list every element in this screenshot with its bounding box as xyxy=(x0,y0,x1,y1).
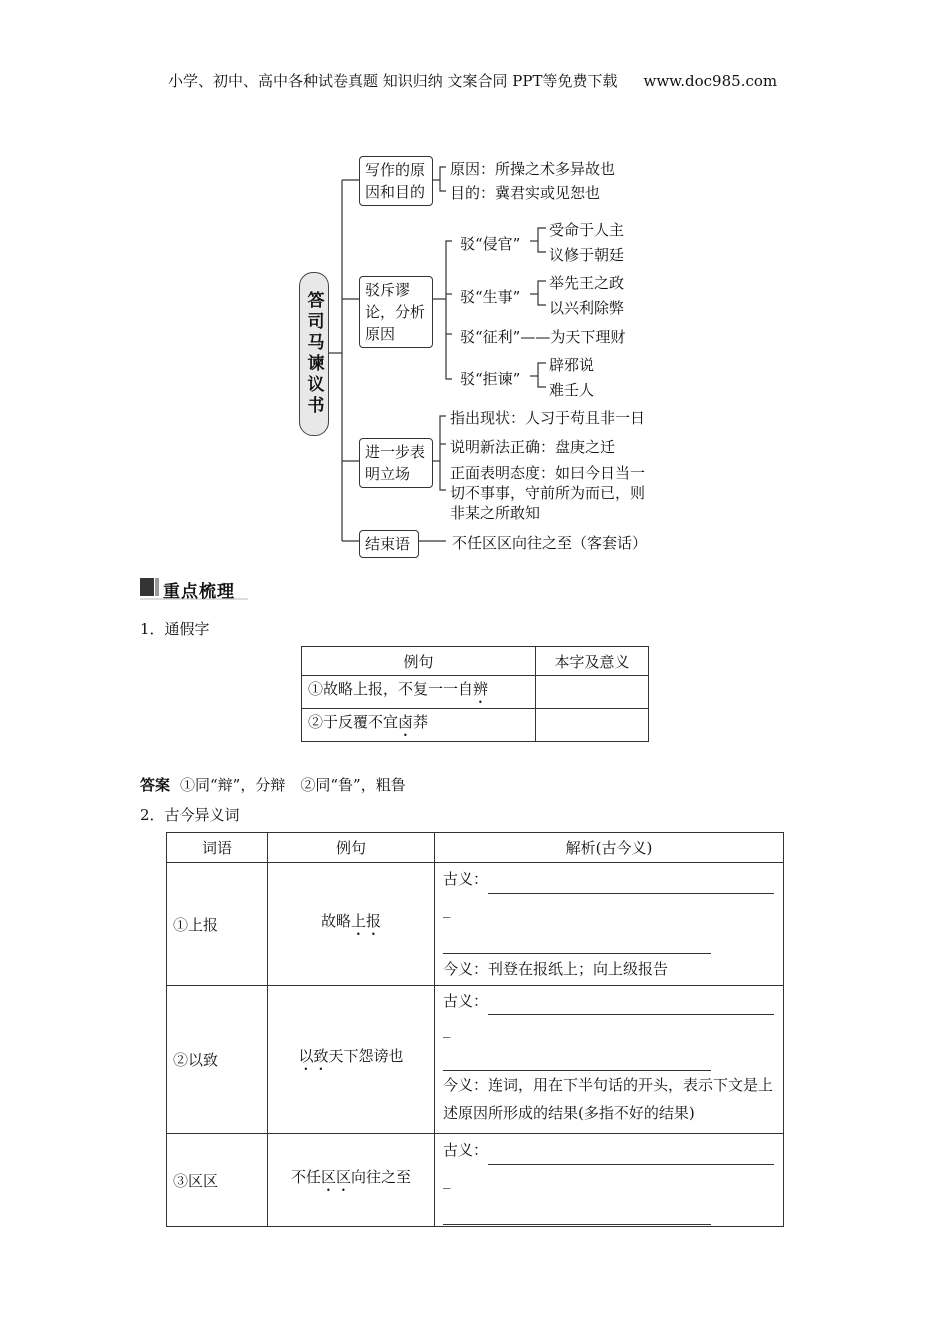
mindmap-stance-3: 正面表明态度：如曰今日当一切不事事，守前所为而已，则非某之所敢知 xyxy=(450,464,646,522)
mindmap-refute-qinguan: 驳“侵官” xyxy=(460,235,521,253)
header-text: 小学、初中、高中各种试卷真题 知识归纳 文案合同 PPT等免费下载 xyxy=(168,72,618,90)
q2-header-word: 词语 xyxy=(167,833,268,863)
section-marker xyxy=(140,578,154,596)
answer-label: 答案 xyxy=(140,776,171,794)
section-title: 重点梳理 xyxy=(163,582,235,602)
q2-example-3: 不任区区向往之至 xyxy=(268,1134,435,1227)
q2-example-1: 故略上报 xyxy=(268,863,435,986)
mindmap-jujian-a: 辟邪说 xyxy=(549,356,595,374)
mindmap-qinguan-b: 议修于朝廷 xyxy=(549,246,625,264)
mindmap-qinguan-a: 受命于人主 xyxy=(549,221,625,239)
q1-header-meaning: 本字及意义 xyxy=(536,647,649,676)
q2-header-analysis: 解析(古今义) xyxy=(435,833,784,863)
mindmap-stance-1: 指出现状：人习于苟且非一日 xyxy=(450,409,646,427)
q1-table xyxy=(301,646,649,742)
answer-text: ①同“辩”，分辩 ②同“鲁”，粗鲁 xyxy=(180,776,406,794)
mindmap-refute-shengshi: 驳“生事” xyxy=(460,288,521,306)
mindmap-refute-zhengli: 驳“征利”——为天下理财 xyxy=(460,328,626,346)
q1-row-1-answer xyxy=(536,676,649,709)
q2-table xyxy=(166,832,784,1227)
mindmap-branch-stance: 进一步表明立场 xyxy=(359,438,433,488)
q1-row-1: ①故略上报，不复一一自辨 xyxy=(302,676,536,709)
q2-title: 2．古今异义词 xyxy=(140,806,240,824)
q2-word-1: ①上报 xyxy=(167,863,268,986)
header-site: www.doc985.com xyxy=(643,72,778,90)
q1-row-2: ②于反覆不宜卤莽 xyxy=(302,709,536,742)
mindmap-branch-end: 结束语 xyxy=(359,530,419,558)
mindmap-shengshi-b: 以兴利除弊 xyxy=(549,299,625,317)
q1-answer xyxy=(140,774,406,795)
mindmap-branch-refute: 驳斥谬论，分析原因 xyxy=(359,276,433,348)
q2-analysis-3: 古义： _ xyxy=(435,1134,784,1227)
q2-analysis-2: 古义： _ 今义：连词，用在下半句话的开头，表示下文是上述原因所形成的结果(多指不好的结果) xyxy=(435,986,784,1134)
q1-header-example: 例句 xyxy=(302,647,536,676)
q1-row-2-answer xyxy=(536,709,649,742)
mindmap-branch-purpose: 写作的原因和目的 xyxy=(359,156,433,206)
mindmap-root: 答司马谏议书 xyxy=(299,272,329,436)
q2-analysis-1: 古义： _ 今义：刊登在报纸上；向上级报告 xyxy=(435,863,784,986)
q2-header-example: 例句 xyxy=(268,833,435,863)
q2-word-2: ②以致 xyxy=(167,986,268,1134)
section-marker-accent xyxy=(155,578,159,596)
mindmap-shengshi-a: 举先王之政 xyxy=(549,274,625,292)
q2-example-2: 以致天下怨谤也 xyxy=(268,986,435,1134)
q2-word-3: ③区区 xyxy=(167,1134,268,1227)
mindmap-refute-jujian: 驳“拒谏” xyxy=(460,370,521,388)
mindmap-purpose-aim: 目的：冀君实或见恕也 xyxy=(450,184,601,202)
mindmap-stance-2: 说明新法正确：盘庚之迁 xyxy=(450,438,616,456)
mindmap-jujian-b: 难壬人 xyxy=(549,381,595,399)
mindmap-purpose-reason: 原因：所操之术多异故也 xyxy=(450,160,616,178)
q1-title: 1．通假字 xyxy=(140,620,210,638)
mindmap-end-item: 不任区区向往之至（客套话） xyxy=(452,534,648,552)
